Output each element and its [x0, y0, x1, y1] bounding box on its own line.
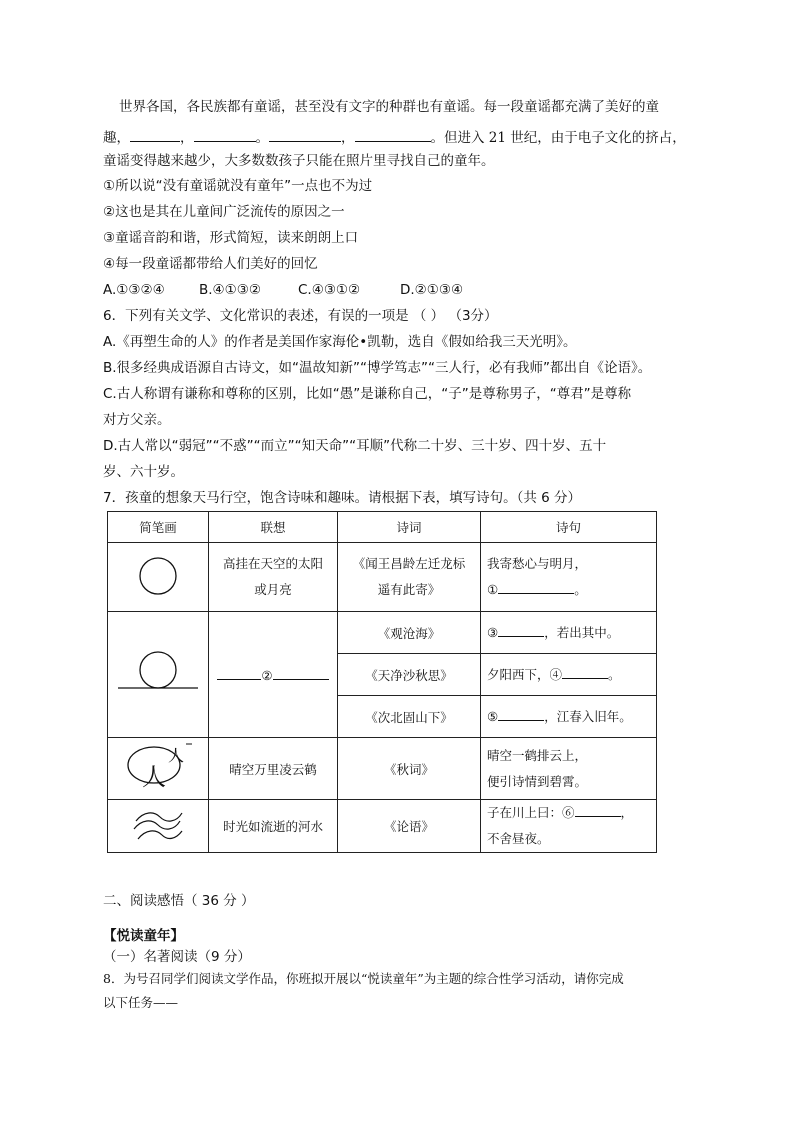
- q8-line-2: 以下任务——: [103, 995, 179, 1010]
- drawing-sunset: [108, 612, 209, 738]
- work-line: 遥有此寄》: [377, 582, 441, 597]
- verse-line: 便引诗情到碧霄。: [487, 773, 588, 789]
- passage-text: 。但进入 21 世纪，由于电子文化的挤占，: [430, 130, 686, 146]
- passage-text: ，: [180, 130, 194, 146]
- passage-line-2: [103, 129, 686, 146]
- verse-line: 我寄愁心与明月，: [487, 556, 588, 571]
- verse-text: 子在川上曰：: [487, 805, 563, 820]
- choice-3: ③童谣音韵和谐，形式简短，读来朗朗上口: [103, 230, 359, 246]
- answer-blank-1[interactable]: [498, 581, 574, 594]
- verse-cell: [481, 800, 657, 853]
- verse-cell: [481, 543, 657, 612]
- drawing-river: [108, 800, 209, 853]
- blank[interactable]: [355, 129, 431, 142]
- sunset-icon: [116, 648, 200, 698]
- work-cell: 《次北固山下》: [338, 696, 481, 738]
- choice-4: ④每一段童谣都带给人们美好的回忆: [103, 256, 318, 272]
- verse-line: 晴空一鹤排云上，: [487, 747, 588, 763]
- answer-blank-6[interactable]: [575, 804, 621, 817]
- passage-text: 。: [255, 130, 269, 146]
- verse-text: ，: [620, 805, 634, 820]
- work-line: 《闻王昌龄左迁龙标: [352, 556, 466, 571]
- option-d[interactable]: D.②①③④: [400, 282, 464, 298]
- blank[interactable]: [194, 129, 256, 142]
- q6-option-b: B.很多经典成语源自古诗文，如“温故知新”“博学笃志”“三人行，必有我师”都出自《论语》。: [103, 360, 652, 376]
- work-cell: 《观沧海》: [338, 612, 481, 654]
- choice-2: ②这也是其在儿童间广泛流传的原因之一: [103, 204, 345, 220]
- option-c[interactable]: C.④③①②: [298, 282, 361, 298]
- section-2-part1: （一）名著阅读（9 分）: [103, 949, 251, 965]
- blank[interactable]: [269, 129, 341, 142]
- verse-cell: [481, 696, 657, 738]
- q8-line-1: 8．为号召同学们阅读文学作品，你班拟开展以“悦读童年”为主题的综合性学习活动，请你完成: [103, 971, 624, 986]
- passage-text: 趣，: [103, 130, 130, 146]
- option-a[interactable]: A.①③②④: [103, 282, 165, 298]
- answer-blank-3[interactable]: [498, 624, 544, 637]
- verse-text: ，江春入旧年。: [544, 708, 632, 724]
- verse-cell: [481, 738, 657, 800]
- section-2-subtitle: 【悦读童年】: [103, 928, 184, 944]
- river-icon: [130, 807, 186, 843]
- blank-mark: ③: [487, 624, 499, 640]
- blank-mark: ⑥: [562, 805, 575, 820]
- section-2-title: 二、阅读感悟（ 36 分 ）: [103, 893, 255, 909]
- association-cell: [209, 543, 338, 612]
- q6-option-d-line2: 岁、六十岁。: [103, 464, 184, 480]
- passage-line-3: 童谣变得越来越少，大多数数孩子只能在照片里寻找自己的童年。: [103, 153, 495, 169]
- header-verse: 诗句: [481, 512, 657, 543]
- verse-text: 夕阳西下，: [487, 666, 550, 682]
- answer-blank-2-left[interactable]: [217, 667, 261, 680]
- verse-line: 不舍昼夜。: [487, 831, 550, 846]
- verse-text: 。: [608, 666, 621, 682]
- poem-table: [107, 511, 657, 853]
- header-association: 联想: [209, 512, 338, 543]
- verse-text: 。: [574, 582, 587, 597]
- choice-1: ①所以说“没有童谣就没有童年”一点也不为过: [103, 178, 373, 194]
- verse-text: ，若出其中。: [544, 624, 620, 640]
- blank[interactable]: [130, 129, 180, 142]
- crane-icon: [122, 741, 194, 793]
- answer-blank-4[interactable]: [562, 666, 608, 679]
- q6-option-c-line1: C.古人称谓有谦称和尊称的区别，比如“愚”是谦称自己，“子”是尊称男子，“尊君”是尊称: [103, 386, 632, 402]
- q6-option-d-line1: D.古人常以“弱冠”“不惑”“而立”“知天命”“耳顺”代称二十岁、三十岁、四十岁、五十: [103, 438, 607, 454]
- q7-stem: 7．孩童的想象天马行空，饱含诗味和趣味。请根据下表，填写诗句。（共 6 分）: [103, 490, 582, 506]
- work-cell: 《论语》: [338, 800, 481, 853]
- circle-icon: [138, 556, 178, 596]
- blank-mark: ⑤: [487, 708, 499, 724]
- drawing-circle: [108, 543, 209, 612]
- blank-mark: ②: [261, 667, 273, 683]
- work-cell: [338, 543, 481, 612]
- association-line: 或月亮: [254, 582, 292, 597]
- q6-option-a: A.《再塑生命的人》的作者是美国作家海伦•凯勒，选自《假如给我三天光明》。: [103, 334, 577, 350]
- option-b[interactable]: B.④①③②: [199, 282, 261, 298]
- header-drawing: 简笔画: [108, 512, 209, 543]
- header-work: 诗词: [338, 512, 481, 543]
- passage-line-1: 世界各国，各民族都有童谣，甚至没有文字的种群也有童谣。每一段童谣都充满了美好的童: [119, 99, 659, 115]
- crane-glyph: 人: [142, 763, 166, 791]
- answer-blank-2-right[interactable]: [273, 667, 329, 680]
- drawing-crane: [108, 738, 209, 800]
- work-cell: 《秋词》: [338, 738, 481, 800]
- association-line: 高挂在天空的太阳: [222, 556, 323, 571]
- association-cell: [209, 612, 338, 738]
- association-cell: 时光如流逝的河水: [209, 800, 338, 853]
- options-row: [103, 284, 463, 298]
- answer-blank-5[interactable]: [498, 708, 544, 721]
- q6-option-c-line2: 对方父亲。: [103, 412, 171, 428]
- passage-text: ，: [341, 130, 355, 146]
- association-cell: 晴空万里凌云鹤: [209, 738, 338, 800]
- verse-cell: [481, 654, 657, 696]
- crane-glyph: 人: [168, 746, 185, 765]
- work-cell: 《天净沙秋思》: [338, 654, 481, 696]
- blank-mark: ①: [487, 582, 499, 597]
- q6-stem: 6．下列有关文学、文化常识的表述，有误的一项是 （ ） （3分）: [103, 308, 498, 324]
- blank-mark: ④: [549, 666, 563, 682]
- verse-cell: [481, 612, 657, 654]
